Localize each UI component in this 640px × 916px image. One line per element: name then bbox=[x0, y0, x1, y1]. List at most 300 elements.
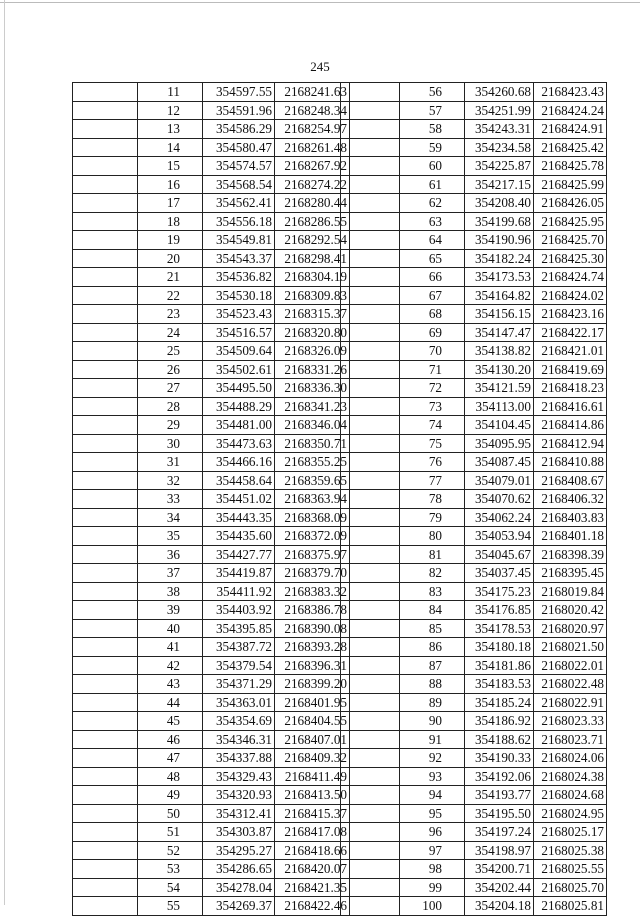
point-number-cell: 46 bbox=[138, 730, 203, 749]
blank-cell bbox=[341, 212, 400, 231]
y-coordinate-cell: 2168372.09 bbox=[275, 527, 350, 546]
x-coordinate-cell: 354443.35 bbox=[203, 508, 275, 527]
x-coordinate-cell: 354269.37 bbox=[203, 897, 275, 916]
x-coordinate-cell: 354574.57 bbox=[203, 157, 275, 176]
x-coordinate-cell: 354192.06 bbox=[465, 767, 534, 786]
blank-cell bbox=[341, 878, 400, 897]
table-row bbox=[341, 360, 607, 379]
y-coordinate-cell: 2168418.23 bbox=[534, 379, 607, 398]
point-number-cell: 66 bbox=[400, 268, 465, 287]
point-number-cell: 62 bbox=[400, 194, 465, 213]
x-coordinate-cell: 354234.58 bbox=[465, 138, 534, 157]
table-row bbox=[341, 120, 607, 139]
point-number-cell: 97 bbox=[400, 841, 465, 860]
table-row bbox=[73, 138, 350, 157]
table-row bbox=[341, 638, 607, 657]
point-number-cell: 71 bbox=[400, 360, 465, 379]
x-coordinate-cell: 354488.29 bbox=[203, 397, 275, 416]
point-number-cell: 37 bbox=[138, 564, 203, 583]
table-row bbox=[341, 286, 607, 305]
table-row bbox=[341, 601, 607, 620]
y-coordinate-cell: 2168408.67 bbox=[534, 471, 607, 490]
y-coordinate-cell: 2168292.54 bbox=[275, 231, 350, 250]
point-number-cell: 38 bbox=[138, 582, 203, 601]
blank-cell bbox=[341, 416, 400, 435]
y-coordinate-cell: 2168413.50 bbox=[275, 786, 350, 805]
blank-cell bbox=[73, 675, 138, 694]
y-coordinate-cell: 2168023.71 bbox=[534, 730, 607, 749]
x-coordinate-cell: 354190.96 bbox=[465, 231, 534, 250]
x-coordinate-cell: 354070.62 bbox=[465, 490, 534, 509]
blank-cell bbox=[341, 767, 400, 786]
y-coordinate-cell: 2168350.71 bbox=[275, 434, 350, 453]
y-coordinate-cell: 2168261.48 bbox=[275, 138, 350, 157]
blank-cell bbox=[73, 656, 138, 675]
blank-cell bbox=[73, 434, 138, 453]
point-number-cell: 13 bbox=[138, 120, 203, 139]
point-number-cell: 34 bbox=[138, 508, 203, 527]
table-row bbox=[73, 434, 350, 453]
blank-cell bbox=[73, 323, 138, 342]
table-row bbox=[73, 749, 350, 768]
point-number-cell: 80 bbox=[400, 527, 465, 546]
point-number-cell: 65 bbox=[400, 249, 465, 268]
table-row bbox=[73, 804, 350, 823]
table-row bbox=[341, 83, 607, 102]
blank-cell bbox=[341, 231, 400, 250]
x-coordinate-cell: 354530.18 bbox=[203, 286, 275, 305]
table-row bbox=[341, 453, 607, 472]
y-coordinate-cell: 2168274.22 bbox=[275, 175, 350, 194]
point-number-cell: 96 bbox=[400, 823, 465, 842]
blank-cell bbox=[341, 397, 400, 416]
y-coordinate-cell: 2168417.08 bbox=[275, 823, 350, 842]
point-number-cell: 50 bbox=[138, 804, 203, 823]
y-coordinate-cell: 2168416.61 bbox=[534, 397, 607, 416]
table-row bbox=[341, 397, 607, 416]
y-coordinate-cell: 2168426.05 bbox=[534, 194, 607, 213]
y-coordinate-cell: 2168022.91 bbox=[534, 693, 607, 712]
blank-cell bbox=[73, 268, 138, 287]
blank-cell bbox=[341, 564, 400, 583]
y-coordinate-cell: 2168315.37 bbox=[275, 305, 350, 324]
blank-cell bbox=[73, 360, 138, 379]
x-coordinate-cell: 354243.31 bbox=[465, 120, 534, 139]
x-coordinate-cell: 354568.54 bbox=[203, 175, 275, 194]
y-coordinate-cell: 2168424.74 bbox=[534, 268, 607, 287]
point-number-cell: 22 bbox=[138, 286, 203, 305]
blank-cell bbox=[341, 601, 400, 620]
blank-cell bbox=[73, 619, 138, 638]
table-row bbox=[73, 712, 350, 731]
blank-cell bbox=[341, 101, 400, 120]
y-coordinate-cell: 2168420.07 bbox=[275, 860, 350, 879]
x-coordinate-cell: 354045.67 bbox=[465, 545, 534, 564]
point-number-cell: 31 bbox=[138, 453, 203, 472]
x-coordinate-cell: 354130.20 bbox=[465, 360, 534, 379]
x-coordinate-cell: 354180.18 bbox=[465, 638, 534, 657]
point-number-cell: 30 bbox=[138, 434, 203, 453]
table-row bbox=[341, 823, 607, 842]
x-coordinate-cell: 354337.88 bbox=[203, 749, 275, 768]
table-row bbox=[341, 545, 607, 564]
x-coordinate-cell: 354371.29 bbox=[203, 675, 275, 694]
y-coordinate-cell: 2168022.01 bbox=[534, 656, 607, 675]
table-row bbox=[341, 730, 607, 749]
table-row bbox=[341, 101, 607, 120]
y-coordinate-cell: 2168025.17 bbox=[534, 823, 607, 842]
x-coordinate-cell: 354087.45 bbox=[465, 453, 534, 472]
x-coordinate-cell: 354200.71 bbox=[465, 860, 534, 879]
point-number-cell: 41 bbox=[138, 638, 203, 657]
y-coordinate-cell: 2168386.78 bbox=[275, 601, 350, 620]
point-number-cell: 11 bbox=[138, 83, 203, 102]
y-coordinate-cell: 2168423.16 bbox=[534, 305, 607, 324]
table-row bbox=[341, 878, 607, 897]
point-number-cell: 60 bbox=[400, 157, 465, 176]
point-number-cell: 54 bbox=[138, 878, 203, 897]
table-row bbox=[73, 619, 350, 638]
point-number-cell: 21 bbox=[138, 268, 203, 287]
table-row bbox=[73, 249, 350, 268]
blank-cell bbox=[73, 157, 138, 176]
point-number-cell: 78 bbox=[400, 490, 465, 509]
table-row bbox=[73, 897, 350, 916]
x-coordinate-cell: 354458.64 bbox=[203, 471, 275, 490]
table-row bbox=[341, 323, 607, 342]
blank-cell bbox=[341, 712, 400, 731]
table-row bbox=[341, 841, 607, 860]
y-coordinate-cell: 2168021.50 bbox=[534, 638, 607, 657]
blank-cell bbox=[73, 286, 138, 305]
point-number-cell: 44 bbox=[138, 693, 203, 712]
blank-cell bbox=[73, 305, 138, 324]
y-coordinate-cell: 2168406.32 bbox=[534, 490, 607, 509]
coordinates-table-left bbox=[72, 82, 350, 916]
x-coordinate-cell: 354509.64 bbox=[203, 342, 275, 361]
blank-cell bbox=[341, 860, 400, 879]
x-coordinate-cell: 354199.68 bbox=[465, 212, 534, 231]
point-number-cell: 92 bbox=[400, 749, 465, 768]
x-coordinate-cell: 354197.24 bbox=[465, 823, 534, 842]
point-number-cell: 95 bbox=[400, 804, 465, 823]
x-coordinate-cell: 354037.45 bbox=[465, 564, 534, 583]
table-row bbox=[341, 249, 607, 268]
table-row bbox=[341, 897, 607, 916]
x-coordinate-cell: 354202.44 bbox=[465, 878, 534, 897]
y-coordinate-cell: 2168022.48 bbox=[534, 675, 607, 694]
x-coordinate-cell: 354556.18 bbox=[203, 212, 275, 231]
y-coordinate-cell: 2168425.99 bbox=[534, 175, 607, 194]
point-number-cell: 49 bbox=[138, 786, 203, 805]
blank-cell bbox=[73, 712, 138, 731]
y-coordinate-cell: 2168390.08 bbox=[275, 619, 350, 638]
blank-cell bbox=[341, 434, 400, 453]
blank-cell bbox=[73, 545, 138, 564]
x-coordinate-cell: 354204.18 bbox=[465, 897, 534, 916]
y-coordinate-cell: 2168424.24 bbox=[534, 101, 607, 120]
table-row bbox=[341, 749, 607, 768]
table-row bbox=[73, 878, 350, 897]
blank-cell bbox=[73, 138, 138, 157]
table-row bbox=[73, 212, 350, 231]
blank-cell bbox=[341, 305, 400, 324]
point-number-cell: 98 bbox=[400, 860, 465, 879]
table-row bbox=[341, 527, 607, 546]
x-coordinate-cell: 354379.54 bbox=[203, 656, 275, 675]
table-row bbox=[73, 767, 350, 786]
point-number-cell: 33 bbox=[138, 490, 203, 509]
y-coordinate-cell: 2168401.95 bbox=[275, 693, 350, 712]
table-row bbox=[341, 675, 607, 694]
blank-cell bbox=[73, 693, 138, 712]
x-coordinate-cell: 354175.23 bbox=[465, 582, 534, 601]
blank-cell bbox=[73, 83, 138, 102]
point-number-cell: 19 bbox=[138, 231, 203, 250]
y-coordinate-cell: 2168023.33 bbox=[534, 712, 607, 731]
x-coordinate-cell: 354312.41 bbox=[203, 804, 275, 823]
table-row bbox=[73, 323, 350, 342]
x-coordinate-cell: 354113.00 bbox=[465, 397, 534, 416]
table-row bbox=[73, 157, 350, 176]
x-coordinate-cell: 354451.02 bbox=[203, 490, 275, 509]
blank-cell bbox=[73, 416, 138, 435]
coordinates-table-right bbox=[340, 82, 607, 916]
x-coordinate-cell: 354403.92 bbox=[203, 601, 275, 620]
blank-cell bbox=[73, 730, 138, 749]
y-coordinate-cell: 2168425.42 bbox=[534, 138, 607, 157]
point-number-cell: 25 bbox=[138, 342, 203, 361]
x-coordinate-cell: 354183.53 bbox=[465, 675, 534, 694]
table-row bbox=[73, 194, 350, 213]
x-coordinate-cell: 354278.04 bbox=[203, 878, 275, 897]
table-row bbox=[73, 564, 350, 583]
y-coordinate-cell: 2168024.68 bbox=[534, 786, 607, 805]
blank-cell bbox=[341, 675, 400, 694]
x-coordinate-cell: 354346.31 bbox=[203, 730, 275, 749]
point-number-cell: 67 bbox=[400, 286, 465, 305]
blank-cell bbox=[341, 693, 400, 712]
point-number-cell: 79 bbox=[400, 508, 465, 527]
y-coordinate-cell: 2168254.97 bbox=[275, 120, 350, 139]
table-row bbox=[73, 397, 350, 416]
blank-cell bbox=[73, 120, 138, 139]
blank-cell bbox=[73, 249, 138, 268]
x-coordinate-cell: 354260.68 bbox=[465, 83, 534, 102]
x-coordinate-cell: 354586.29 bbox=[203, 120, 275, 139]
table-row bbox=[341, 471, 607, 490]
x-coordinate-cell: 354295.27 bbox=[203, 841, 275, 860]
y-coordinate-cell: 2168286.55 bbox=[275, 212, 350, 231]
blank-cell bbox=[341, 286, 400, 305]
y-coordinate-cell: 2168363.94 bbox=[275, 490, 350, 509]
point-number-cell: 23 bbox=[138, 305, 203, 324]
x-coordinate-cell: 354185.24 bbox=[465, 693, 534, 712]
x-coordinate-cell: 354536.82 bbox=[203, 268, 275, 287]
point-number-cell: 40 bbox=[138, 619, 203, 638]
blank-cell bbox=[341, 323, 400, 342]
blank-cell bbox=[341, 897, 400, 916]
x-coordinate-cell: 354147.47 bbox=[465, 323, 534, 342]
point-number-cell: 12 bbox=[138, 101, 203, 120]
point-number-cell: 99 bbox=[400, 878, 465, 897]
blank-cell bbox=[73, 860, 138, 879]
y-coordinate-cell: 2168298.41 bbox=[275, 249, 350, 268]
y-coordinate-cell: 2168410.88 bbox=[534, 453, 607, 472]
y-coordinate-cell: 2168359.65 bbox=[275, 471, 350, 490]
point-number-cell: 61 bbox=[400, 175, 465, 194]
table-row bbox=[341, 138, 607, 157]
table-row bbox=[341, 786, 607, 805]
table-row bbox=[73, 693, 350, 712]
y-coordinate-cell: 2168241.63 bbox=[275, 83, 350, 102]
point-number-cell: 74 bbox=[400, 416, 465, 435]
x-coordinate-cell: 354251.99 bbox=[465, 101, 534, 120]
blank-cell bbox=[73, 490, 138, 509]
y-coordinate-cell: 2168418.66 bbox=[275, 841, 350, 860]
y-coordinate-cell: 2168020.42 bbox=[534, 601, 607, 620]
point-number-cell: 17 bbox=[138, 194, 203, 213]
x-coordinate-cell: 354363.01 bbox=[203, 693, 275, 712]
blank-cell bbox=[73, 878, 138, 897]
y-coordinate-cell: 2168411.49 bbox=[275, 767, 350, 786]
blank-cell bbox=[341, 841, 400, 860]
table-row bbox=[341, 619, 607, 638]
y-coordinate-cell: 2168024.95 bbox=[534, 804, 607, 823]
x-coordinate-cell: 354329.43 bbox=[203, 767, 275, 786]
blank-cell bbox=[341, 786, 400, 805]
y-coordinate-cell: 2168025.38 bbox=[534, 841, 607, 860]
point-number-cell: 90 bbox=[400, 712, 465, 731]
blank-cell bbox=[341, 582, 400, 601]
blank-cell bbox=[341, 545, 400, 564]
table-row bbox=[73, 601, 350, 620]
point-number-cell: 15 bbox=[138, 157, 203, 176]
table-row bbox=[341, 157, 607, 176]
table-row bbox=[341, 305, 607, 324]
table-row bbox=[73, 786, 350, 805]
point-number-cell: 47 bbox=[138, 749, 203, 768]
y-coordinate-cell: 2168422.46 bbox=[275, 897, 350, 916]
blank-cell bbox=[341, 490, 400, 509]
y-coordinate-cell: 2168304.19 bbox=[275, 268, 350, 287]
table-row bbox=[341, 712, 607, 731]
blank-cell bbox=[73, 231, 138, 250]
x-coordinate-cell: 354502.61 bbox=[203, 360, 275, 379]
point-number-cell: 14 bbox=[138, 138, 203, 157]
blank-cell bbox=[73, 342, 138, 361]
y-coordinate-cell: 2168267.92 bbox=[275, 157, 350, 176]
x-coordinate-cell: 354495.50 bbox=[203, 379, 275, 398]
blank-cell bbox=[341, 138, 400, 157]
blank-cell bbox=[73, 601, 138, 620]
x-coordinate-cell: 354427.77 bbox=[203, 545, 275, 564]
y-coordinate-cell: 2168393.28 bbox=[275, 638, 350, 657]
blank-cell bbox=[341, 749, 400, 768]
y-coordinate-cell: 2168280.44 bbox=[275, 194, 350, 213]
y-coordinate-cell: 2168398.39 bbox=[534, 545, 607, 564]
blank-cell bbox=[341, 508, 400, 527]
point-number-cell: 53 bbox=[138, 860, 203, 879]
point-number-cell: 26 bbox=[138, 360, 203, 379]
point-number-cell: 51 bbox=[138, 823, 203, 842]
point-number-cell: 55 bbox=[138, 897, 203, 916]
blank-cell bbox=[73, 175, 138, 194]
table-row bbox=[73, 638, 350, 657]
y-coordinate-cell: 2168025.55 bbox=[534, 860, 607, 879]
table-row bbox=[73, 379, 350, 398]
point-number-cell: 94 bbox=[400, 786, 465, 805]
y-coordinate-cell: 2168422.17 bbox=[534, 323, 607, 342]
point-number-cell: 76 bbox=[400, 453, 465, 472]
point-number-cell: 84 bbox=[400, 601, 465, 620]
y-coordinate-cell: 2168320.80 bbox=[275, 323, 350, 342]
x-coordinate-cell: 354523.43 bbox=[203, 305, 275, 324]
y-coordinate-cell: 2168331.26 bbox=[275, 360, 350, 379]
table-row bbox=[73, 527, 350, 546]
table-row bbox=[341, 434, 607, 453]
table-row bbox=[73, 453, 350, 472]
point-number-cell: 86 bbox=[400, 638, 465, 657]
x-coordinate-cell: 354466.16 bbox=[203, 453, 275, 472]
blank-cell bbox=[73, 397, 138, 416]
blank-cell bbox=[341, 638, 400, 657]
point-number-cell: 45 bbox=[138, 712, 203, 731]
y-coordinate-cell: 2168368.09 bbox=[275, 508, 350, 527]
x-coordinate-cell: 354178.53 bbox=[465, 619, 534, 638]
y-coordinate-cell: 2168020.97 bbox=[534, 619, 607, 638]
point-number-cell: 57 bbox=[400, 101, 465, 120]
table-row bbox=[73, 471, 350, 490]
x-coordinate-cell: 354411.92 bbox=[203, 582, 275, 601]
x-coordinate-cell: 354193.77 bbox=[465, 786, 534, 805]
table-row bbox=[73, 305, 350, 324]
x-coordinate-cell: 354286.65 bbox=[203, 860, 275, 879]
table-row bbox=[73, 101, 350, 120]
x-coordinate-cell: 354435.60 bbox=[203, 527, 275, 546]
left-margin-rule bbox=[4, 0, 5, 905]
y-coordinate-cell: 2168025.70 bbox=[534, 878, 607, 897]
blank-cell bbox=[341, 249, 400, 268]
y-coordinate-cell: 2168425.30 bbox=[534, 249, 607, 268]
x-coordinate-cell: 354320.93 bbox=[203, 786, 275, 805]
table-row bbox=[73, 416, 350, 435]
point-number-cell: 89 bbox=[400, 693, 465, 712]
blank-cell bbox=[341, 730, 400, 749]
blank-cell bbox=[73, 804, 138, 823]
x-coordinate-cell: 354562.41 bbox=[203, 194, 275, 213]
table-row bbox=[341, 860, 607, 879]
point-number-cell: 77 bbox=[400, 471, 465, 490]
table-row bbox=[341, 231, 607, 250]
table-row bbox=[73, 730, 350, 749]
blank-cell bbox=[73, 379, 138, 398]
point-number-cell: 39 bbox=[138, 601, 203, 620]
x-coordinate-cell: 354303.87 bbox=[203, 823, 275, 842]
y-coordinate-cell: 2168019.84 bbox=[534, 582, 607, 601]
blank-cell bbox=[341, 453, 400, 472]
table-row bbox=[341, 342, 607, 361]
point-number-cell: 81 bbox=[400, 545, 465, 564]
blank-cell bbox=[341, 175, 400, 194]
point-number-cell: 73 bbox=[400, 397, 465, 416]
blank-cell bbox=[341, 379, 400, 398]
point-number-cell: 87 bbox=[400, 656, 465, 675]
x-coordinate-cell: 354195.50 bbox=[465, 804, 534, 823]
x-coordinate-cell: 354580.47 bbox=[203, 138, 275, 157]
point-number-cell: 85 bbox=[400, 619, 465, 638]
top-rule bbox=[0, 2, 640, 3]
